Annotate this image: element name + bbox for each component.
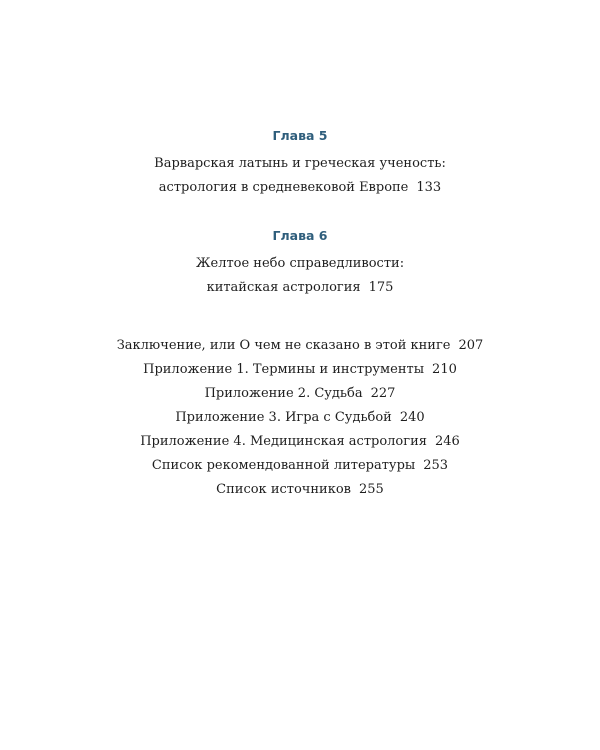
toc-chapter-6 (0, 228, 600, 300)
toc-entry (0, 430, 600, 454)
chapter-label: Глава 5 (272, 128, 328, 143)
page-number: 133 (416, 180, 442, 195)
chapter-label: Глава 6 (272, 228, 328, 243)
chapter-title-text: Желтое небо справедливости: (195, 256, 405, 271)
toc-entry-title: Заключение, или О чем не сказано в этой книге (116, 338, 451, 353)
chapter-title-line (0, 252, 600, 276)
toc-back-matter (0, 334, 600, 502)
chapter-title-text: астрология в средневековой Европе (158, 180, 409, 195)
toc-chapter-5 (0, 128, 600, 200)
toc-entry (0, 382, 600, 406)
page-number: 246 (434, 434, 460, 449)
page-number: 207 (458, 338, 484, 353)
toc-entry-title: Приложение 4. Медицинская астрология (140, 434, 427, 449)
page-number: 210 (432, 362, 457, 377)
chapter-title-line (0, 176, 600, 200)
page-number: 240 (399, 410, 425, 425)
page-number: 253 (423, 458, 449, 473)
toc-entry-title: Список рекомендованной литературы (151, 458, 416, 473)
toc-entry (0, 358, 600, 382)
toc-entry-title: Приложение 2. Судьба (204, 386, 363, 401)
chapter-title-text: Варварская латынь и греческая ученость: (154, 156, 446, 171)
toc-entry (0, 406, 600, 430)
toc-entry (0, 334, 600, 358)
chapter-title-line (0, 152, 600, 176)
toc-entry-title: Приложение 3. Игра с Судьбой (175, 410, 392, 425)
page-number: 227 (370, 386, 396, 401)
page-number: 255 (358, 482, 384, 497)
chapter-title-text: китайская астрология (206, 280, 361, 295)
toc-entry-title: Приложение 1. Термины и инструменты (143, 362, 425, 377)
page-number: 175 (368, 280, 394, 295)
toc-entry (0, 478, 600, 502)
toc-entry (0, 454, 600, 478)
chapter-title-line (0, 276, 600, 300)
toc-entry-title: Список источников (216, 482, 351, 497)
